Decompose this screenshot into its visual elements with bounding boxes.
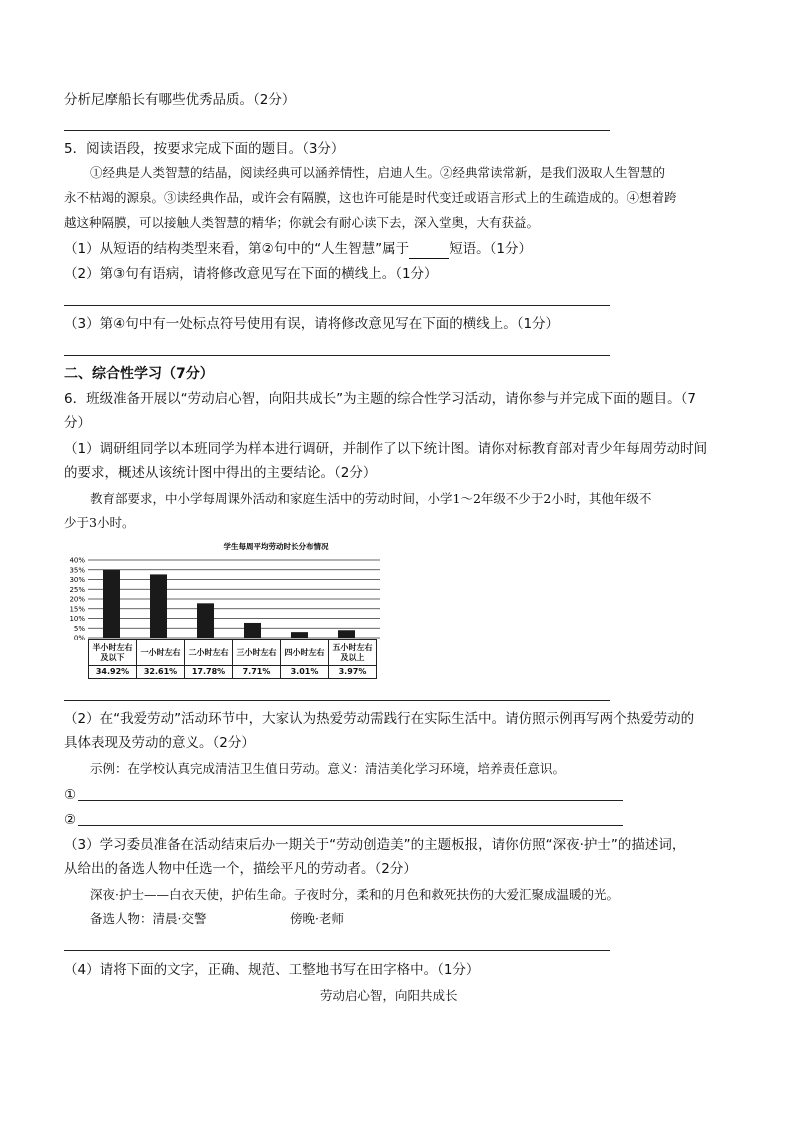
chart-plot-area [66,540,384,640]
q5-passage-line-1: ①经典是人类智慧的结晶，阅读经典可以涵养情性，启迪人生。②经典常读常新，是我们汲取人生智慧的 [90,165,666,180]
answer-line[interactable] [78,800,623,801]
value-label: 3.01% [281,666,329,679]
y-tick-label: 30% [69,576,85,584]
q5-sub3: （3）第④句中有一处标点符号使用有误，请将修改意见写在下面的横线上。（1分） [64,316,560,332]
q6-s1-note-1: 教育部要求，中小学每周课外活动和家庭生活中的劳动时间，小学1～2年级不少于2小时，其他年级不 [90,491,652,506]
y-tick-label: 40% [69,556,85,565]
value-label: 7.71% [233,666,281,679]
answer-line [64,355,610,356]
y-tick-label: 0% [73,634,85,640]
q6-s2-example: 示例：在学校认真完成清洁卫生值日劳动。意义：清洁美化学习环境，培养责任意识。 [90,761,566,776]
y-tick-label: 15% [69,605,85,614]
chart-category-table [88,639,377,679]
q6-s4-text: 劳动启心智，向阳共成长 [320,988,458,1003]
candidate-label: 备选人物：清晨·交警 [90,911,207,926]
bar [103,570,120,638]
category-label: 三小时左右 [233,640,281,666]
q5-passage-line-2: 永不枯竭的源泉。③读经典作品，或许会有隔膜，这也许可能是时代变迁或语言形式上的生疏造成的。④想着跨 [64,190,677,205]
q5-sub1-text: （1）从短语的结构类型来看，第②句中的“人生智慧”属于 [64,241,410,257]
q6-s3-line-2: 从给出的备选人物中任选一个，描绘平凡的劳动者。（2分） [64,861,417,877]
q6-s3-line-1: （3）学习委员准备在活动结束后办一期关于“劳动创造美”的主题板报，请你仿照“深夜·护士”的描述词， [64,837,686,853]
chart-title: 学生每周平均劳动时长分布情况 [223,542,329,551]
value-label: 3.97% [329,666,377,679]
fill-blank[interactable] [409,244,449,259]
answer-line [64,950,610,951]
value-label: 32.61% [137,666,185,679]
bar [150,574,167,638]
q6-s1-line-2: 的要求，概述从该统计图中得出的主要结论。（2分） [64,465,377,481]
category-label: 半小时左右 及以下 [89,640,137,666]
answer-line [64,130,610,131]
bar [291,632,308,638]
answer-marker-1: ① [64,787,77,803]
q6-s3-example: 深夜·护士——白衣天使，护佑生命。子夜时分，柔和的月色和救死扶伤的大爱汇聚成温暖的光。 [90,887,619,902]
category-label: 四小时左右 [281,640,329,666]
answer-marker-2: ② [64,812,77,828]
candidate-option-2: 傍晚·老师 [290,911,344,926]
q6-line-2: 分） [64,415,91,431]
bar [244,623,261,638]
y-tick-label: 20% [69,595,85,604]
answer-line [64,700,610,701]
q6-s1-note-2: 少于3小时。 [64,515,135,530]
bar [197,603,214,638]
q5-sub2: （2）第③句有语病，请将修改意见写在下面的横线上。（1分） [64,266,438,282]
y-tick-label: 35% [69,566,85,575]
q6-line-1: 6．班级准备开展以“劳动启心智，向阳共成长”为主题的综合性学习活动，请你参与并完成下面的题目。（7 [64,391,696,407]
value-label: 34.92% [89,666,137,679]
y-tick-label: 10% [69,615,85,623]
category-row [89,640,377,666]
category-label: 五小时左右 及以上 [329,640,377,666]
answer-line[interactable] [78,825,623,826]
value-label: 17.78% [185,666,233,679]
q5-sub1 [64,239,532,259]
q5-sub1-tail: 短语。（1分） [449,241,533,257]
q6-s4-line: （4）请将下面的文字，正确、规范、工整地书写在田字格中。（1分） [64,962,480,978]
section-heading: 二、综合性学习（7分） [64,366,214,382]
q5-title: 5．阅读语段，按要求完成下面的题目。（3分） [64,141,345,157]
category-label: 一小时左右 [137,640,185,666]
answer-line [64,305,610,306]
bar [338,630,355,638]
y-tick-label: 25% [69,585,85,594]
q4-tail-text: 分析尼摩船长有哪些优秀品质。（2分） [64,92,296,108]
q6-s2-line-1: （2）在“我爱劳动”活动环节中，大家认为热爱劳动需践行在实际生活中。请仿照示例再写两个热爱劳动的 [64,711,695,727]
y-tick-label: 5% [73,624,85,633]
value-row [89,666,377,679]
q6-s1-line-1: （1）调研组同学以本班同学为样本进行调研，并制作了以下统计图。请你对标教育部对青少年每周劳动时间 [64,441,708,457]
q5-passage-line-3: 越这种隔膜，可以接触人类智慧的精华；你就会有耐心读下去，深入堂奥，大有获益。 [64,215,540,230]
category-label: 二小时左右 [185,640,233,666]
q6-s2-line-2: 具体表现及劳动的意义。（2分） [64,735,255,751]
